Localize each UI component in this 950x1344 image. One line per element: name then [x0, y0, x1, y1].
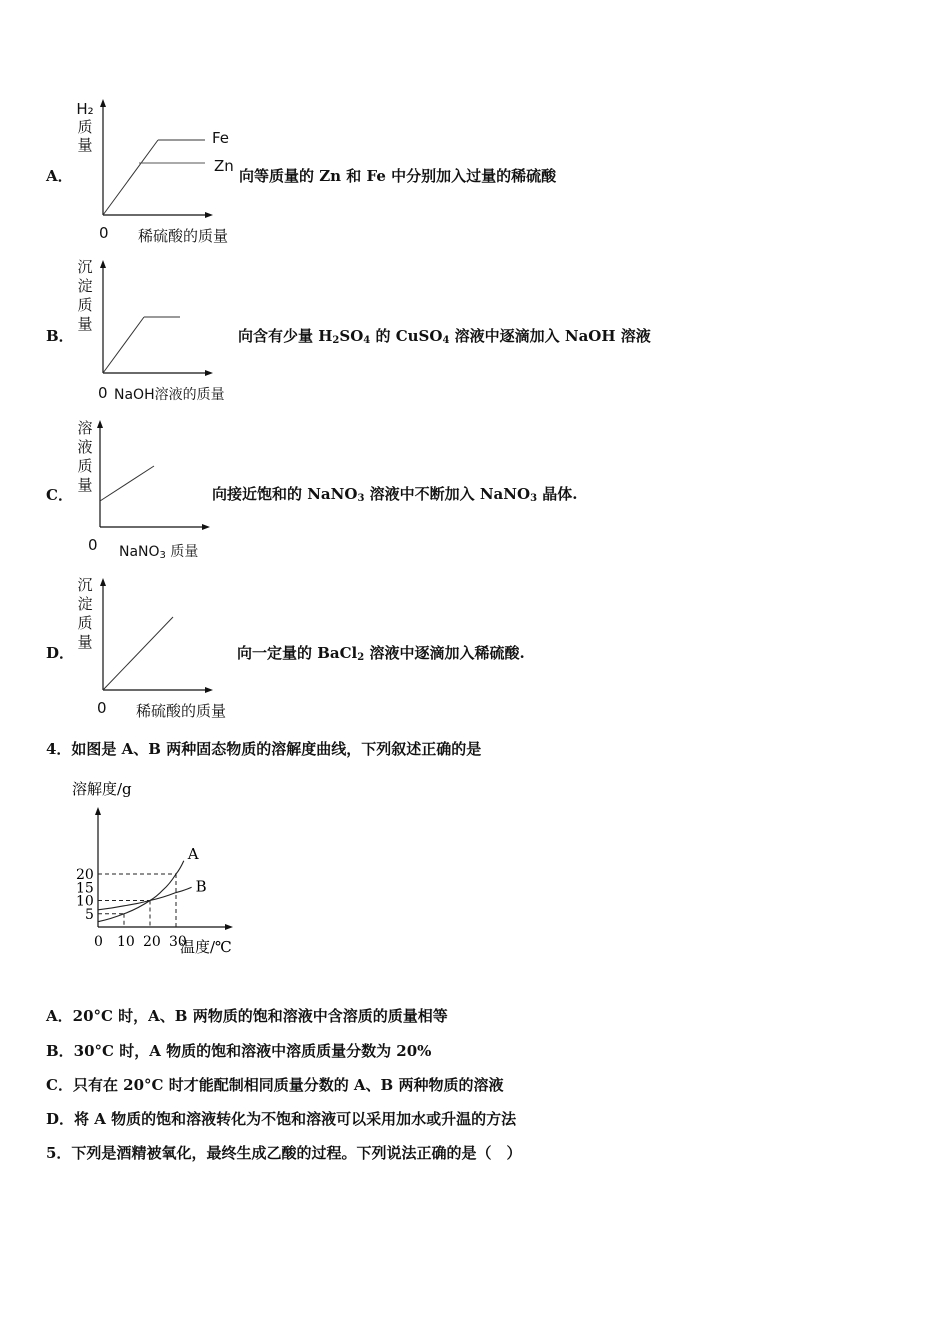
y-axis-arrow: [100, 578, 106, 586]
option-b-label: B．: [46, 327, 74, 345]
chart-ticks: [76, 867, 187, 950]
x-axis-arrow: [202, 524, 210, 530]
precipitate-rise-line: [103, 317, 144, 373]
y-tick-20: 20: [76, 867, 94, 883]
graph-a-x-label: 稀硫酸的质量: [138, 227, 229, 245]
y-axis-arrow: [97, 420, 103, 428]
series-B-curve: [98, 887, 192, 910]
series-A-label: A: [187, 844, 199, 863]
y-tick-10: 10: [76, 893, 94, 910]
precipitate-line: [103, 617, 173, 690]
chart-x-label: 温度/℃: [180, 938, 232, 956]
graph-c-x-label: NaNO$_3$ 质量: [119, 544, 199, 561]
series-B-label: B: [195, 877, 207, 896]
chart-axes: [95, 807, 233, 930]
chart-series: [98, 845, 207, 922]
graph-c-origin: 0: [88, 536, 98, 554]
graph-d-x-label: 稀硫酸的质量: [136, 702, 227, 720]
solution-mass-line: [100, 466, 154, 501]
graph-d-description: 向一定量的 BaCl$_2$ 溶液中逐滴加入稀硫酸.: [237, 644, 525, 663]
y-tick-15: 15: [76, 880, 94, 897]
question-5-stem: 5．下列是酒精被氧化，最终生成乙酸的过程。下列说法正确的是（ ）: [46, 1144, 522, 1162]
graph-a-zn-label: Zn: [214, 157, 234, 175]
option-d-label: D．: [46, 644, 75, 662]
x-axis-arrow: [205, 687, 213, 693]
graph-d-y-label: 沉 淀 质 量: [77, 576, 93, 651]
solubility-chart: [60, 772, 260, 967]
fe-rise-line: [103, 140, 158, 215]
x-tick-0: 0: [94, 934, 103, 950]
graph-d: [70, 572, 250, 702]
graph-c-y-label: 溶 液 质 量: [77, 419, 93, 494]
option-a-label: A．: [46, 167, 73, 185]
graph-a-y-label: H₂ 质 量: [76, 100, 94, 154]
graph-d-origin: 0: [97, 699, 107, 717]
x-tick-20: 20: [143, 934, 161, 950]
question-4-stem: 4．如图是 A、B 两种固态物质的溶解度曲线，下列叙述正确的是: [46, 740, 482, 758]
graph-b-origin: 0: [98, 384, 108, 402]
q4-option-a: A．20°C 时，A、B 两物质的饱和溶液中含溶质的质量相等: [46, 1007, 448, 1025]
graph-c: [70, 415, 250, 545]
x-axis-arrow: [205, 212, 213, 218]
graph-b-description: 向含有少量 $H_2SO_4$ 的 CuSO$_4$ 溶液中逐滴加入 NaOH 溶液: [238, 327, 651, 346]
graph-a-origin: 0: [99, 224, 109, 242]
q4-option-d: D．将 A 物质的饱和溶液转化为不饱和溶液可以采用加水或升温的方法: [46, 1110, 517, 1128]
x-axis-arrow: [205, 370, 213, 376]
q4-option-b: B．30°C 时，A 物质的饱和溶液中溶质质量分数为 20%: [46, 1042, 432, 1060]
graph-b-x-label: NaOH溶液的质量: [114, 387, 225, 403]
x-tick-10: 10: [117, 934, 135, 950]
chart-y-label: 溶解度/g: [72, 780, 132, 798]
graph-b-y-label: 沉 淀 质 量: [77, 258, 93, 333]
graph-a-fe-label: Fe: [212, 129, 230, 147]
x-tick-30: 30: [169, 934, 187, 950]
option-c-label: C．: [46, 486, 73, 504]
y-axis-arrow: [100, 260, 106, 268]
y-axis-arrow: [100, 99, 106, 107]
y-tick-5: 5: [85, 906, 94, 923]
series-A-curve: [98, 861, 184, 922]
chart-y-arrow: [95, 807, 101, 815]
graph-a-description: 向等质量的 Zn 和 Fe 中分别加入过量的稀硫酸: [239, 167, 557, 185]
graph-c-description: 向接近饱和的 NaNO$_3$ 溶液中不断加入 NaNO$_3$ 晶体.: [212, 485, 578, 504]
q4-option-c: C．只有在 20°C 时才能配制相同质量分数的 A、B 两种物质的溶液: [46, 1076, 504, 1094]
chart-x-arrow: [225, 924, 233, 930]
